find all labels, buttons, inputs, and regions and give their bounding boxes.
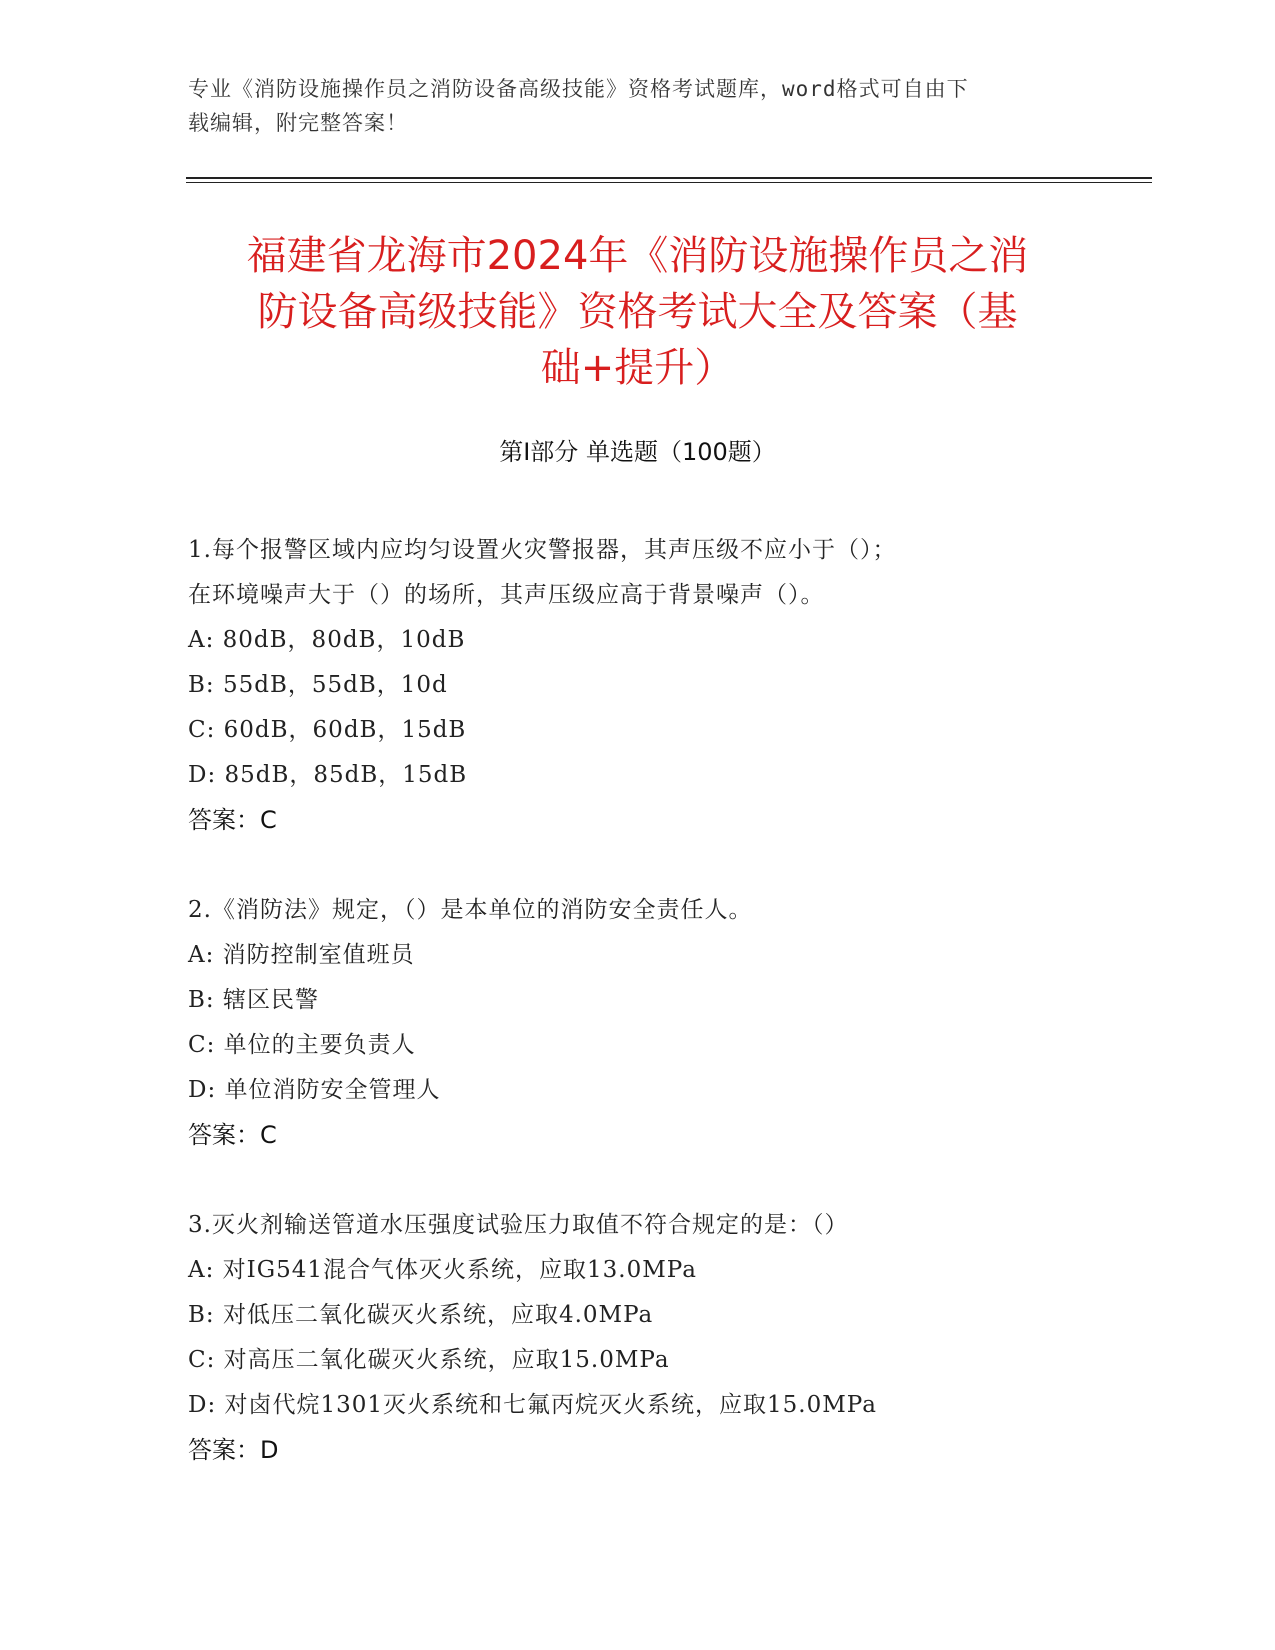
option-c: C: 单位的主要负责人	[188, 1032, 416, 1058]
section-title: 第Ⅰ部分 单选题（100题）	[499, 438, 776, 466]
question-3	[188, 1203, 1088, 1473]
option-d: D: 85dB，85dB，15dB	[188, 762, 468, 788]
question-1	[188, 528, 1088, 843]
question-list	[188, 528, 1088, 1518]
option-c: C: 60dB，60dB，15dB	[188, 717, 467, 743]
option-a: A: 对IG541混合气体灭火系统，应取13.0MPa	[188, 1257, 697, 1283]
question-stem: 2.《消防法》规定，（）是本单位的消防安全责任人。	[188, 897, 753, 923]
title-line-3: 础+提升）	[540, 345, 735, 391]
answer: 答案：C	[188, 806, 277, 834]
header-line-2: 载编辑，附完整答案！	[188, 111, 408, 135]
question-2	[188, 888, 1088, 1158]
option-c: C: 对高压二氧化碳灭火系统，应取15.0MPa	[188, 1347, 670, 1373]
question-stem-continued: 在环境噪声大于（）的场所，其声压级应高于背景噪声（）。	[188, 582, 825, 608]
document-title	[160, 228, 1115, 396]
question-stem: 3.灭火剂输送管道水压强度试验压力取值不符合规定的是：（）	[188, 1212, 849, 1238]
question-stem: 1.每个报警区域内应均匀设置火灾警报器，其声压级不应小于（）；	[188, 537, 897, 563]
option-b: B: 对低压二氧化碳灭火系统，应取4.0MPa	[188, 1302, 654, 1328]
option-a: A: 80dB，80dB，10dB	[188, 627, 466, 653]
header-divider-thick	[186, 177, 1152, 179]
option-a: A: 消防控制室值班员	[188, 942, 415, 968]
title-line-2: 防设备高级技能》资格考试大全及答案（基	[257, 289, 1018, 335]
page-header	[188, 72, 1088, 140]
title-line-1: 福建省龙海市2024年《消防设施操作员之消	[246, 233, 1029, 279]
option-b: B: 55dB，55dB，10d	[188, 672, 448, 698]
option-d: D: 对卤代烷1301灭火系统和七氟丙烷灭火系统，应取15.0MPa	[188, 1392, 877, 1418]
answer: 答案：D	[188, 1436, 279, 1464]
option-b: B: 辖区民警	[188, 987, 319, 1013]
header-divider-thin	[186, 182, 1152, 183]
option-d: D: 单位消防安全管理人	[188, 1077, 441, 1103]
answer: 答案：C	[188, 1121, 277, 1149]
header-line-1: 专业《消防设施操作员之消防设备高级技能》资格考试题库，word格式可自由下	[188, 77, 969, 101]
